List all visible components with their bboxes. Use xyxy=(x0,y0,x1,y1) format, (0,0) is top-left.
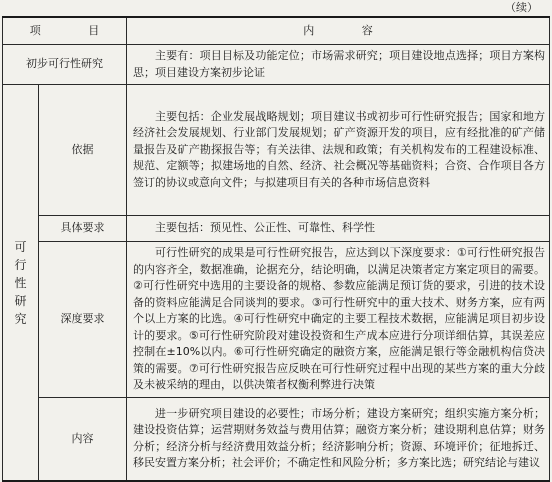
header-item: 项 目 xyxy=(3,17,127,45)
depth-label: 深度要求 xyxy=(39,242,127,398)
table-row xyxy=(3,85,550,216)
continued-label: （续） xyxy=(505,1,538,14)
table-header-row xyxy=(3,17,550,45)
table-row xyxy=(3,45,550,85)
basis-text: 主要包括：企业发展战略规划；项目建议书或初步可行性研究报告；国家和地方经济社会发展规划、行业部门发展规划；矿产资源开发的项目，应有经批准的矿产储量报告及矿产勘探报告等；有关法律、法规和政策；有关机构发布的工程建设标准、规范、定额等；拟建场地的自然、经济、社会概况等基础资料；合资、合作项目各方签订的协议或意向文件；与拟建项目有关的各种市场信息资料 xyxy=(127,85,550,216)
depth-text: 可行性研究的成果是可行性研究报告，应达到以下深度要求：①可行性研究报告的内容齐全，数据准确，论据充分，结论明确，以满足决策者定方案定项目的需要。②可行性研究中选用的主要设备的规格、参数应能满足预订货的要求，引进的技术设备的资料应能满足合同谈判的要求。③可行性研究中的重大技术、财务方案，应有两个以上方案的比选。④可行性研究中确定的主要工程技术数据，应能满足项目初步设计的要求。⑤可行性研究阶段对建设投资和生产成本应进行分项详细估算，其误差应控制在±10%以内。⑥可行性研究确定的融资方案，应能满足银行等金融机构信贷决策的需要。⑦可行性研究报告应反映在可行性研究过程中出现的某些方案的重大分歧及未被采纳的理由，以供决策者权衡利弊进行决策 xyxy=(127,242,550,398)
feasibility-label: 可行性研究 xyxy=(14,239,27,326)
basis-label: 依据 xyxy=(39,85,127,216)
requirements-label: 具体要求 xyxy=(39,216,127,242)
table-row xyxy=(3,216,550,242)
contents-text: 进一步研究项目建设的必要性；市场分析；建设方案研究；组织实施方案分析；建设投资估算；运营期财务效益与费用估算；融资方案分析；建设期利息估算；财务分析；经济分析与经济费用效益分析；经济影响分析；资源、环境评价；征地拆迁、移民安置方案分析；社会评价；不确定性和风险分析；多方案比选；研究结论与建议 xyxy=(127,397,550,481)
table-row xyxy=(3,242,550,398)
requirements-text: 主要包括：预见性、公正性、可靠性、科学性 xyxy=(127,216,550,242)
header-content: 内 容 xyxy=(127,17,550,45)
prelim-label: 初步可行性研究 xyxy=(3,45,127,85)
table-row xyxy=(3,397,550,481)
feasibility-label-cell xyxy=(3,85,39,482)
prelim-text: 主要有：项目目标及功能定位；市场需求研究；项目建设地点选择；项目方案构思；项目建设方案初步论证 xyxy=(127,45,550,85)
contents-label: 内容 xyxy=(39,397,127,481)
feasibility-table xyxy=(2,16,550,482)
